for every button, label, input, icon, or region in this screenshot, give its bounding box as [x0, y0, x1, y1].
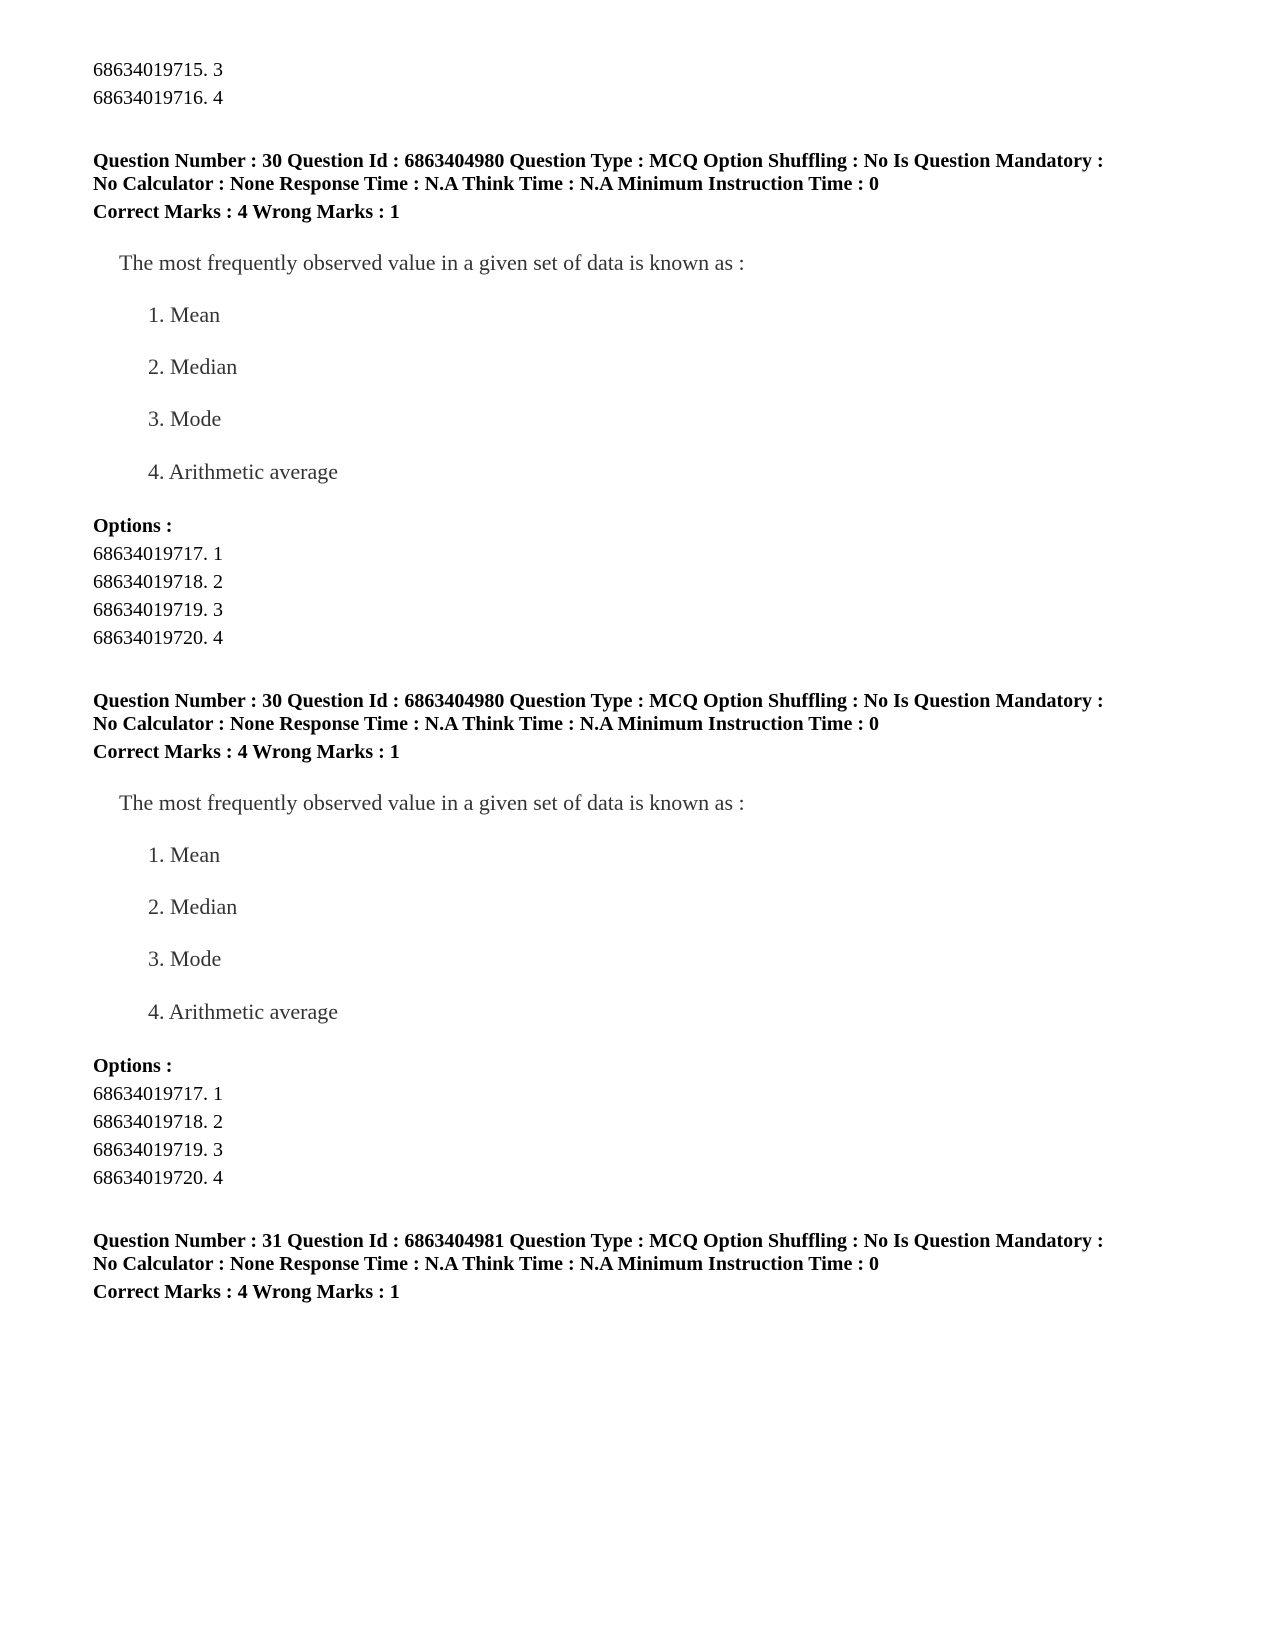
option-line: 68634019716. 4 [93, 87, 223, 109]
question-text: The most frequently observed value in a given set of data is known as : [119, 250, 745, 275]
question-header-line1: Question Number : 30 Question Id : 6863404980 Question Type : MCQ Option Shuffling : No Is Question Mandatory : [93, 150, 1104, 172]
choice-item: 3. Mode [148, 946, 222, 971]
option-line: 68634019717. 1 [93, 1083, 223, 1105]
options-label: Options : [93, 1055, 173, 1077]
option-line: 68634019719. 3 [93, 1139, 223, 1161]
marks-line: Correct Marks : 4 Wrong Marks : 1 [93, 201, 400, 223]
choice-item: 1. Mean [148, 842, 221, 867]
option-line: 68634019720. 4 [93, 1167, 223, 1189]
option-line: 68634019718. 2 [93, 1111, 223, 1133]
options-label: Options : [93, 515, 173, 537]
option-line: 68634019715. 3 [93, 59, 223, 81]
choice-item: 3. Mode [148, 406, 222, 431]
choice-item: 2. Median [148, 354, 238, 379]
question-header-line1: Question Number : 31 Question Id : 6863404981 Question Type : MCQ Option Shuffling : No Is Question Mandatory : [93, 1230, 1104, 1252]
option-line: 68634019719. 3 [93, 599, 223, 621]
option-line: 68634019720. 4 [93, 627, 223, 649]
question-header-line2: No Calculator : None Response Time : N.A Think Time : N.A Minimum Instruction Time : 0 [93, 173, 879, 195]
option-line: 68634019718. 2 [93, 571, 223, 593]
choice-item: 1. Mean [148, 302, 221, 327]
question-header-line2: No Calculator : None Response Time : N.A Think Time : N.A Minimum Instruction Time : 0 [93, 713, 879, 735]
question-header-line1: Question Number : 30 Question Id : 6863404980 Question Type : MCQ Option Shuffling : No Is Question Mandatory : [93, 690, 1104, 712]
question-text: The most frequently observed value in a given set of data is known as : [119, 790, 745, 815]
marks-line: Correct Marks : 4 Wrong Marks : 1 [93, 741, 400, 763]
choice-item: 2. Median [148, 894, 238, 919]
choice-item: 4. Arithmetic average [148, 999, 338, 1024]
choice-item: 4. Arithmetic average [148, 459, 338, 484]
option-line: 68634019717. 1 [93, 543, 223, 565]
question-header-line2: No Calculator : None Response Time : N.A Think Time : N.A Minimum Instruction Time : 0 [93, 1253, 879, 1275]
marks-line: Correct Marks : 4 Wrong Marks : 1 [93, 1281, 400, 1303]
